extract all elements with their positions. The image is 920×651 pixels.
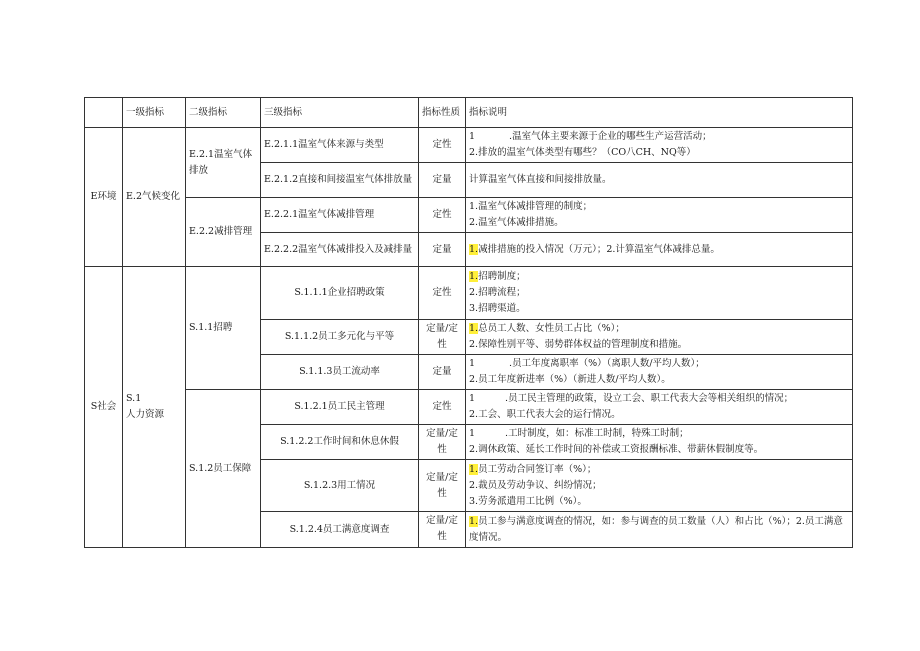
list-marker: 1 [469,131,476,142]
header-blank [85,98,123,128]
level3-cell: E.2.1.2直接和间接温室气体排放量 [261,163,419,198]
description-cell [466,163,853,198]
table-row [85,390,853,425]
list-marker: 1 [469,358,476,369]
highlight-marker: 1. [469,463,479,475]
level2-cell: S.1.1招聘 [186,267,261,390]
level2-cell: E.2.1温室气体排放 [186,128,261,198]
nature-cell: 定性 [419,267,466,320]
description-cell [466,267,853,320]
level3-cell: E.2.1.1温室气体来源与类型 [261,128,419,163]
header-nature: 指标性质 [419,98,466,128]
level3-cell: S.1.2.1员工民主管理 [261,390,419,425]
esg-indicator-table [84,97,853,548]
description-cell [466,128,853,163]
description-text: 计算温室气体直接和间接排放量。 [469,174,612,185]
description-text: 2.排放的温室气体类型有哪些？（CO八CH、NQ等） [469,147,696,158]
list-marker: 1 [469,428,476,439]
level2-cell: E.2.2减排管理 [186,198,261,267]
description-line [469,242,849,258]
description-cell [466,320,853,355]
category-cell: E环境 [85,128,123,267]
description-text: 2.保障性别平等、弱势群体权益的管理制度和措施。 [469,339,688,350]
table-row [85,198,853,233]
nature-cell: 定量 [419,163,466,198]
level3-cell: S.1.1.3员工流动率 [261,355,419,390]
description-cell [466,425,853,460]
highlight-marker: 1. [469,243,479,255]
description-text: 3.劳务派遣用工比例（%）。 [469,495,587,507]
description-text: 2.温室气体减排措施。 [469,217,564,228]
level3-cell: S.1.2.2工作时间和休息休假 [261,425,419,460]
description-text: .温室气体主要来源于企业的哪些生产运营活动； [509,131,712,142]
highlight-marker: 1. [469,515,479,527]
description-cell [466,460,853,512]
description-text: 2.员工年度新进率（%）（新进人数/平均人数）。 [469,374,671,385]
level3-cell: S.1.2.4员工满意度调查 [261,512,419,548]
table-row [85,267,853,320]
description-line [469,129,849,145]
nature-cell: 定量 [419,355,466,390]
description-line [469,145,849,161]
nature-cell: 定量/定性 [419,320,466,355]
description-text: 员工参与满意度调查的情况，如：参与调查的员工数量（人）和占比（%）；2.员工满意度情况。 [469,515,843,543]
level1-name: 人力资源 [126,409,165,420]
description-text: 2.裁员及劳动争议、纠纷情况； [469,479,602,491]
description-cell [466,198,853,233]
description-text: 2.调休政策、延长工作时间的补偿或工资报酬标准、带薪休假制度等。 [469,444,764,455]
description-line [469,462,849,478]
description-cell [466,233,853,267]
header-level1: 一级指标 [123,98,186,128]
level3-cell: S.1.1.2员工多元化与平等 [261,320,419,355]
description-line [469,269,849,285]
category-cell: S社会 [85,267,123,548]
description-text: .员工年度离职率（%）（离职人数/平均人数）； [509,358,705,369]
description-cell [466,512,853,548]
description-line [469,426,849,442]
table-row [85,128,853,163]
nature-cell: 定性 [419,390,466,425]
header-level3: 三级指标 [261,98,419,128]
level3-cell: E.2.2.2温室气体减排投入及减排量 [261,233,419,267]
description-text: 2.招聘流程； [469,287,526,298]
description-text: 招聘制度； [478,271,526,282]
nature-cell: 定性 [419,128,466,163]
description-text: 减排措施的投入情况（万元）；2.计算温室气体减排总量。 [478,243,720,255]
description-line [469,356,849,372]
level3-cell: E.2.2.1温室气体减排管理 [261,198,419,233]
header-level2: 二级指标 [186,98,261,128]
nature-cell: 定量/定性 [419,460,466,512]
description-text: 员工劳动合同签订率（%）； [478,463,597,475]
description-text: 2.工会、职工代表大会的运行情况。 [469,409,621,420]
description-text: 3.招聘渠道。 [469,303,526,314]
level1-cell [123,267,186,548]
level3-cell: S.1.1.1企业招聘政策 [261,267,419,320]
level3-cell: S.1.2.3用工情况 [261,460,419,512]
highlight-marker: 1. [469,323,479,334]
description-line [469,391,849,407]
nature-cell: 定性 [419,198,466,233]
level1-cell: E.2气候变化 [123,128,186,267]
nature-cell: 定量/定性 [419,512,466,548]
description-text: .工时制度，如：标准工时制，特殊工时制； [505,428,689,439]
list-marker: 1 [469,393,476,404]
nature-cell: 定量 [419,233,466,267]
header-description: 指标说明 [466,98,853,128]
level1-code: S.1 [126,393,142,404]
description-cell [466,355,853,390]
description-text: 1.温室气体减排管理的制度； [469,201,593,212]
description-line [469,321,849,337]
description-text: 总员工人数、女性员工占比（%）； [478,323,625,334]
description-cell [466,390,853,425]
highlight-marker: 1. [469,271,479,282]
level2-cell: S.1.2员工保障 [186,390,261,548]
nature-cell: 定量/定性 [419,425,466,460]
header-row [85,98,853,128]
description-text: .员工民主管理的政策，设立工会、职工代表大会等相关组织的情况； [505,393,794,404]
